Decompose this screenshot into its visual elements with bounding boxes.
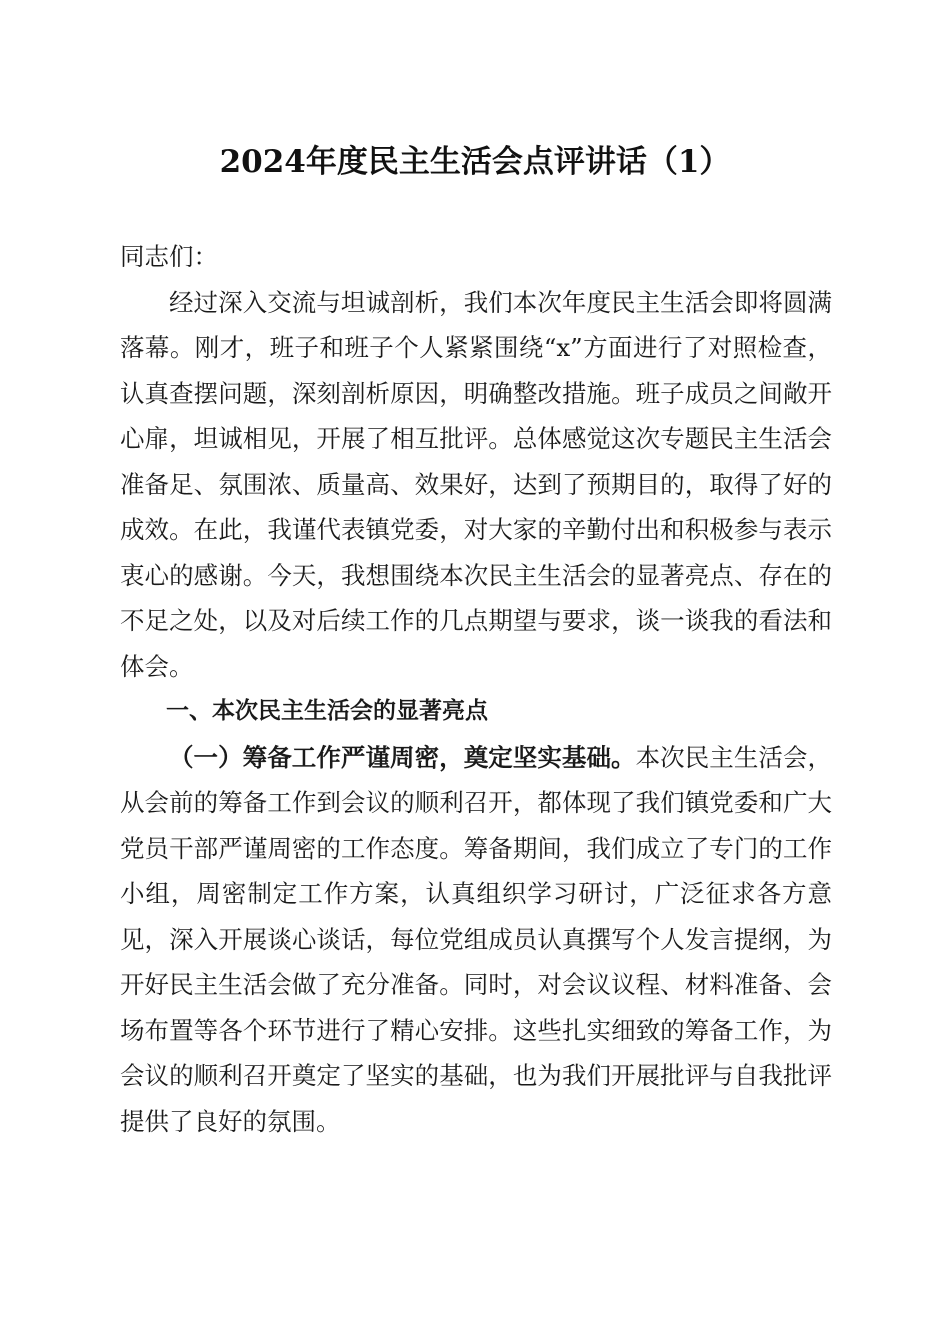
document-title: 2024年度民主生活会点评讲话（1）: [219, 144, 731, 180]
section-heading-1: 一、本次民主生活会的显著亮点: [166, 698, 488, 724]
subsection-lead: （一）筹备工作严谨周密，奠定坚实基础。: [169, 742, 636, 772]
subsection-text: 本次民主生活会，从会前的筹备工作到会议的顺利召开，都体现了我们镇党委和广大党员干部严谨周密的工作态度。筹备期间，我们成立了专门的工作小组，周密制定工作方案，认真组织学习研讨，广泛征求各方意见，深入开展谈心谈话，每位党组成员认真撰写个人发言提纲，为开好民主生活会做了充分准备。同时，对会议议程、材料准备、会场布置等各个环节进行了精心安排。这些扎实细致的筹备工作，为会议的顺利召开奠定了坚实的基础，也为我们开展批评与自我批评提供了良好的氛围。: [120, 742, 833, 1136]
document-body: [120, 234, 832, 1144]
salutation: 同志们：: [120, 242, 218, 271]
paragraph-intro: 经过深入交流与坦诚剖析，我们本次年度民主生活会即将圆满落幕。刚才，班子和班子个人紧紧围绕“x”方面进行了对照检查，认真查摆问题，深刻剖析原因，明确整改措施。班子成员之间敞开心扉，坦诚相见，开展了相互批评。总体感觉这次专题民主生活会准备足、氛围浓、质量高、效果好，达到了预期目的，取得了好的成效。在此，我谨代表镇党委，对大家的辛勤付出和积极参与表示衷心的感谢。今天，我想围绕本次民主生活会的显著亮点、存在的不足之处，以及对后续工作的几点期望与要求，谈一谈我的看法和体会。: [120, 287, 832, 681]
paragraph-subsection-1: [120, 735, 832, 1145]
